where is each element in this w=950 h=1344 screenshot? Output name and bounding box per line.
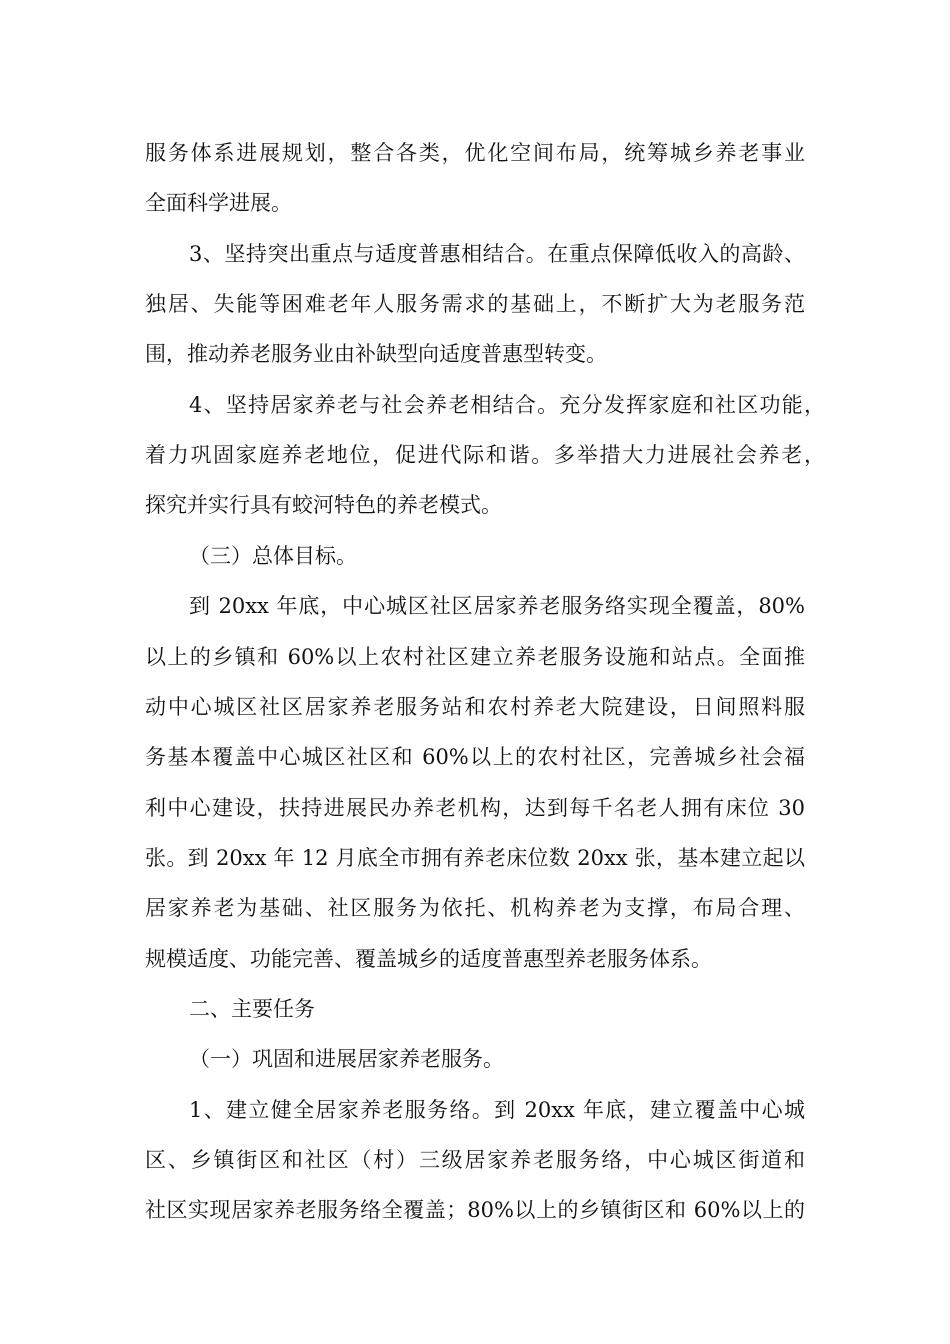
- text-line: 独居、失能等困难老年人服务需求的基础上，不断扩大为老服务范: [145, 292, 805, 316]
- text-line: 探究并实行具有蛟河特色的养老模式。: [145, 493, 502, 517]
- paragraph-start-line: 4、坚持居家养老与社会养老相结合。充分发挥家庭和社区功能，: [189, 393, 825, 417]
- text-line: 居家养老为基础、社区服务为依托、机构养老为支撑，布局合理、: [145, 896, 805, 920]
- section-heading: （三）总体目标。: [189, 544, 357, 568]
- text-line: 规模适度、功能完善、覆盖城乡的适度普惠型养老服务体系。: [145, 947, 712, 971]
- chapter-heading: 二、主要任务: [189, 997, 315, 1021]
- text-line: 服务体系进展规划，整合各类，优化空间布局，统筹城乡养老事业: [145, 141, 805, 165]
- text-line: 着力巩固家庭养老地位，促进代际和谐。多举措大力进展社会养老，: [145, 443, 825, 467]
- text-line: 张。到 20xx 年 12 月底全市拥有养老床位数 20xx 张，基本建立起以: [145, 846, 805, 870]
- text-line: 务基本覆盖中心城区社区和 60%以上的农村社区，完善城乡社会福: [145, 745, 805, 769]
- text-line: 以上的乡镇和 60%以上农村社区建立养老服务设施和站点。全面推: [145, 645, 805, 669]
- section-heading: （一）巩固和进展居家养老服务。: [189, 1047, 504, 1071]
- text-line: 区、乡镇街区和社区（村）三级居家养老服务络，中心城区街道和: [145, 1148, 805, 1172]
- paragraph-start-line: 到 20xx 年底，中心城区社区居家养老服务络实现全覆盖，80%: [189, 594, 805, 618]
- paragraph-start-line: 3、坚持突出重点与适度普惠相结合。在重点保障低收入的高龄、: [189, 242, 805, 266]
- text-line: 社区实现居家养老服务络全覆盖；80%以上的乡镇街区和 60%以上的: [145, 1198, 805, 1222]
- text-line: 全面科学进展。: [145, 191, 292, 215]
- text-line: 动中心城区社区居家养老服务站和农村养老大院建设，日间照料服: [145, 695, 805, 719]
- text-line: 利中心建设，扶持进展民办养老机构，达到每千名老人拥有床位 30: [145, 796, 805, 820]
- text-line: 围，推动养老服务业由补缺型向适度普惠型转变。: [145, 342, 607, 366]
- paragraph-start-line: 1、建立健全居家养老服务络。到 20xx 年底，建立覆盖中心城: [189, 1098, 805, 1122]
